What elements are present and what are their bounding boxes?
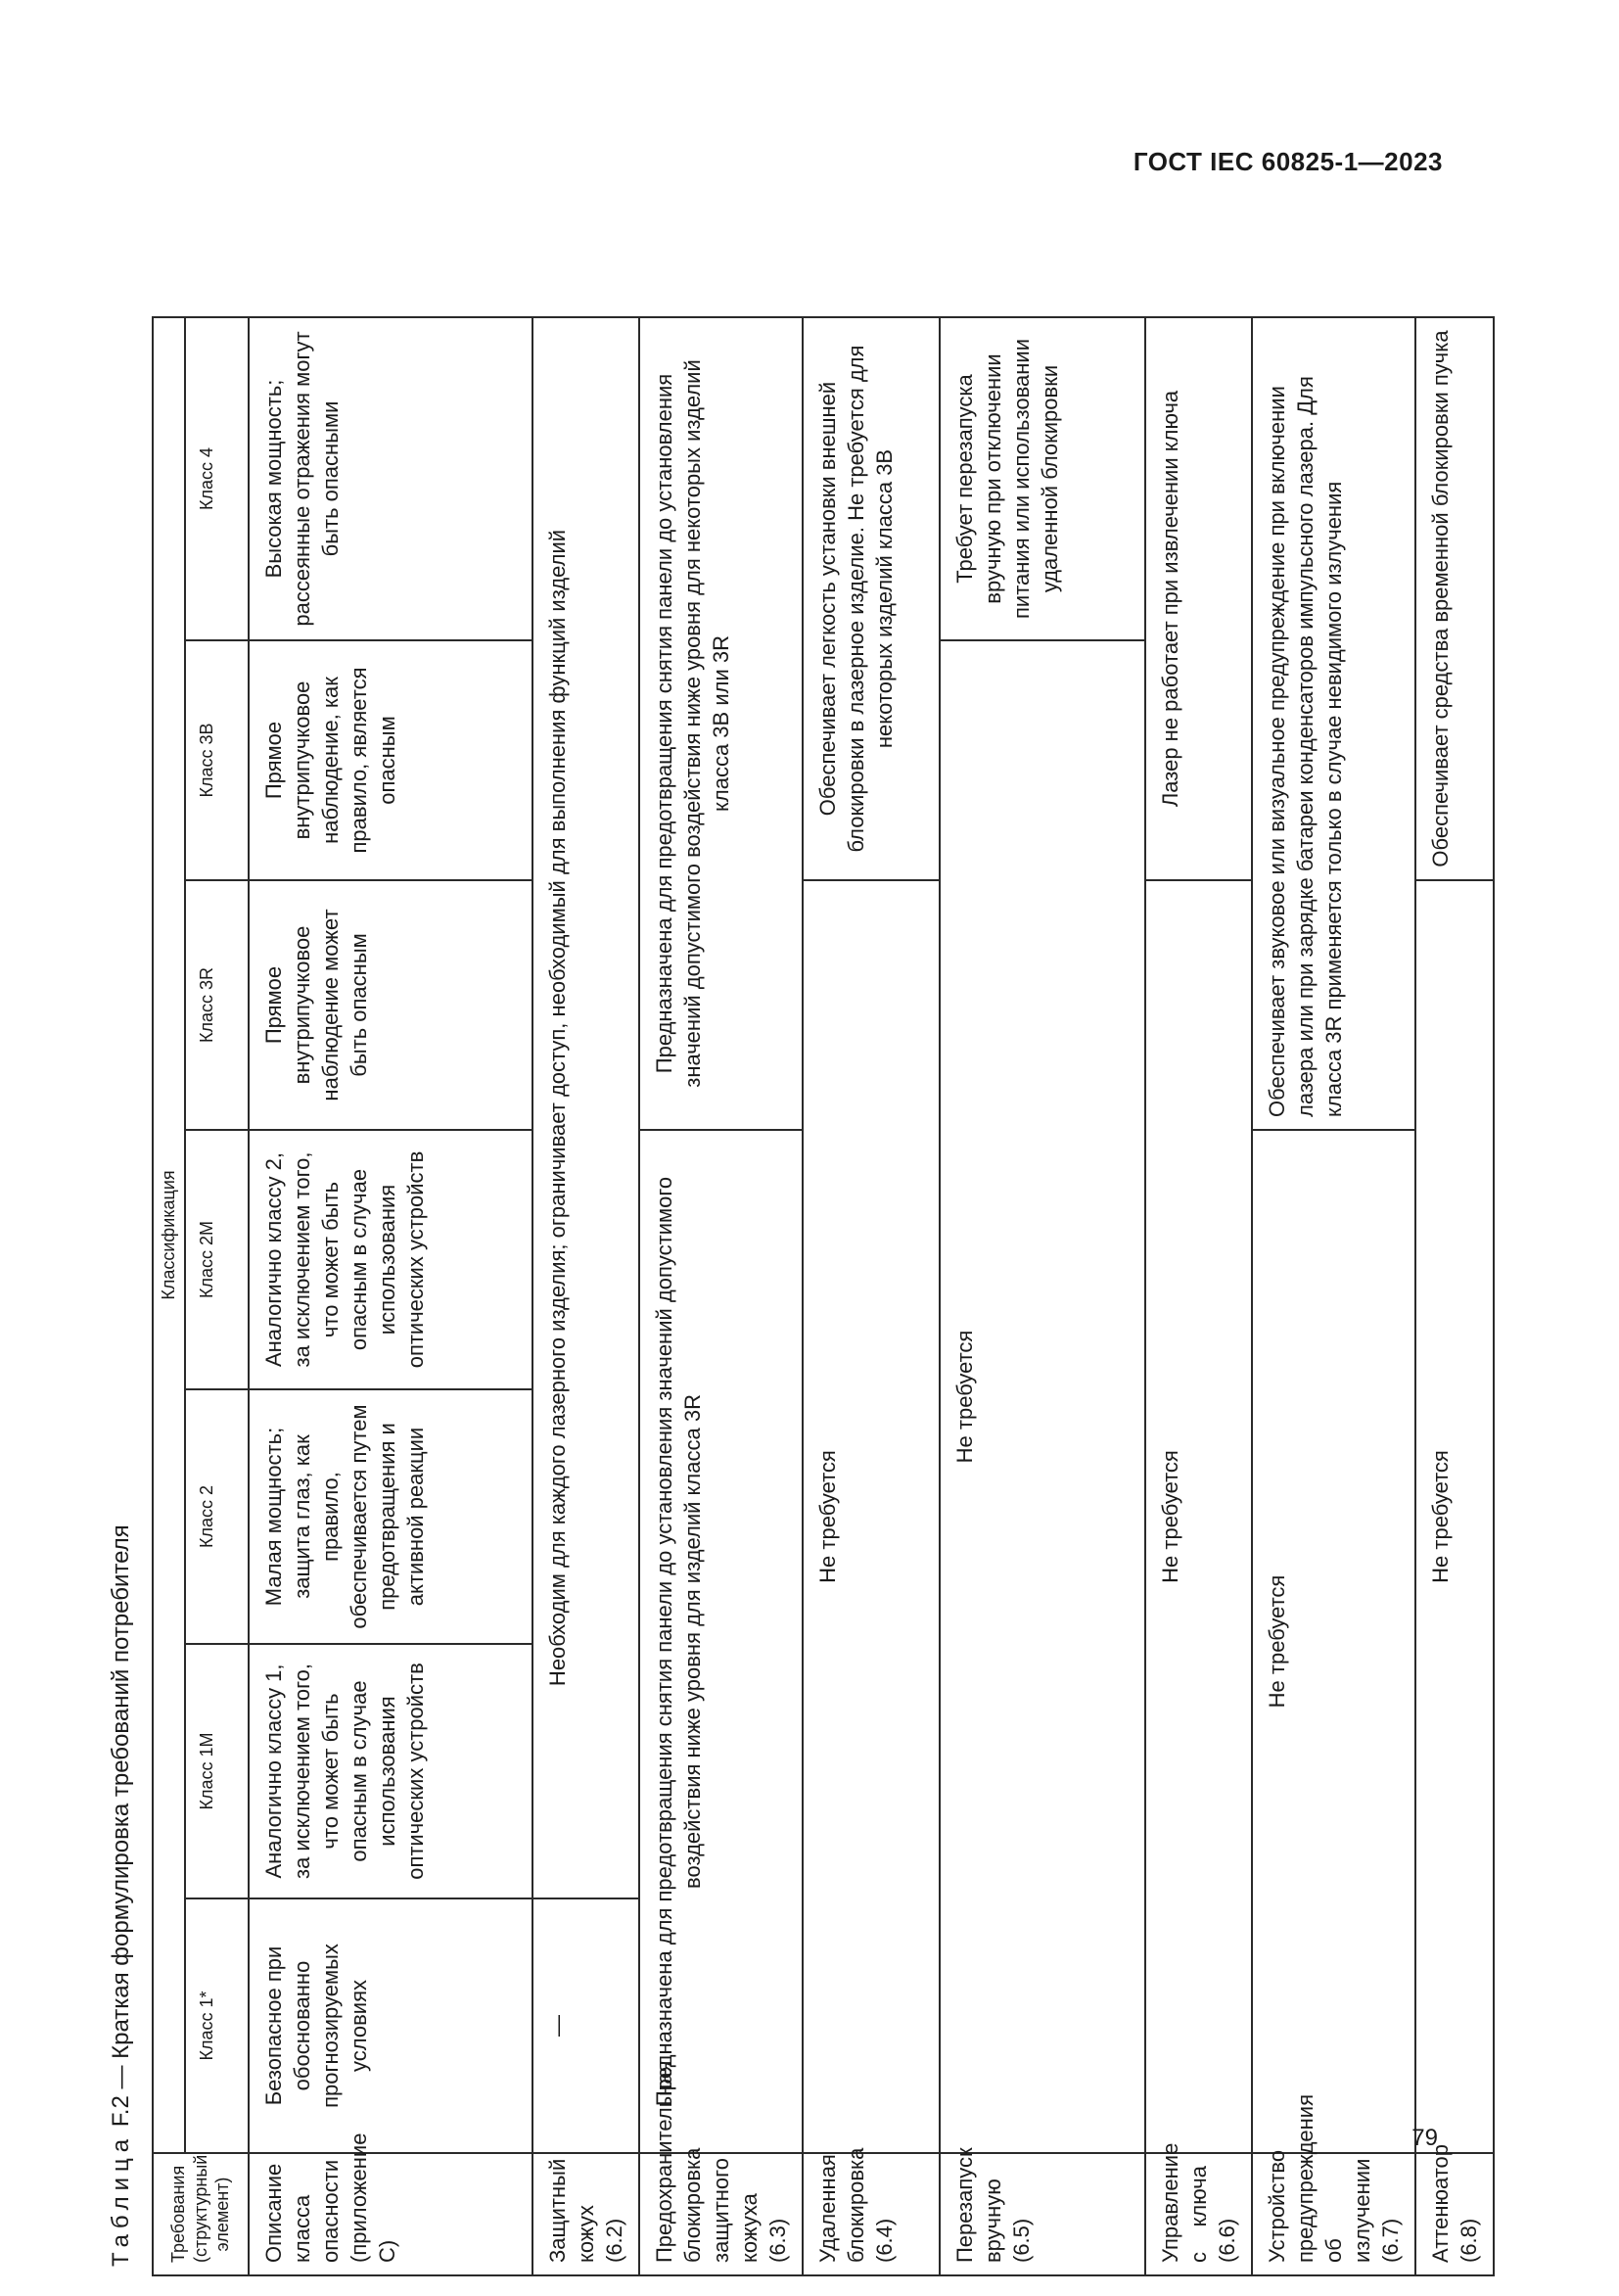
interlock-classes-3r-4: Предназначена для предотвращения снятия панели до установления значений допустимого воздействия ниже уровня для некоторых изделий класса 3B или 3R	[639, 317, 803, 1130]
row-label-remote-interlock: Удаленная блокировка (6.4)	[803, 2153, 940, 2275]
attenuator-classes-3b-4: Обеспечивает средства временной блокировки пучка	[1415, 317, 1494, 880]
row-label-key-control: Управление с ключа (6.6)	[1145, 2153, 1252, 2275]
manual-reset-classes-1-3b: Не требуется	[940, 640, 1145, 2153]
emission-warning-classes-1-2m: Не требуется	[1252, 1130, 1415, 2153]
housing-class-1: —	[532, 1898, 639, 2153]
class-header-4: Класс 4	[185, 317, 249, 640]
remote-interlock-classes-3b-4: Обеспечивает легкость установки внешней блокировки в лазерное изделие. Не требуется для некоторых изделий класса 3B	[803, 317, 940, 880]
row-label-manual-reset: Перезапуск вручную (6.5)	[940, 2153, 1145, 2275]
row-label-hazard: Описание класса опасности (приложение С)	[249, 2153, 532, 2275]
table-row	[1145, 317, 1252, 2275]
remote-interlock-classes-1-3r: Не требуется	[803, 880, 940, 2153]
manual-reset-class-4: Требует перезапуска вручную при отключении питания или использовании удаленной блокировки	[940, 317, 1145, 640]
class-header-2: Класс 2	[185, 1389, 249, 1644]
row-label-interlock: Предохранительная блокировка защитного кожуха (6.3)	[639, 2153, 803, 2275]
requirements-table	[152, 316, 1495, 2276]
requirements-header: Требования (структурный элемент)	[153, 2153, 249, 2275]
class-header-1: Класс 1*	[185, 1898, 249, 2153]
classification-header: Классификация	[153, 317, 185, 2153]
page-number: 79	[1411, 2125, 1438, 2151]
row-label-emission-warning: Устройство предупреждения об излучении (6.7)	[1252, 2153, 1415, 2275]
key-control-classes-3b-4: Лазер не работает при извлечении ключа	[1145, 317, 1252, 880]
row-label-attenuator: Аттенюатор (6.8)	[1415, 2153, 1494, 2275]
hazard-class-4: Высокая мощность; рассеянные отражения могут быть опасными	[249, 317, 532, 640]
interlock-classes-1-2m: Предназначена для предотвращения снятия панели до установления значений допустимого воздействия ниже уровня для изделий класса 3R	[639, 1130, 803, 2153]
table-row	[940, 317, 1145, 2275]
hazard-class-3r: Прямое внутрипучковое наблюдение может быть опасным	[249, 880, 532, 1130]
hazard-class-1: Безопасное при обоснованно прогнозируемых условиях	[249, 1898, 532, 2153]
table-row	[249, 317, 532, 2275]
class-header-3b: Класс 3B	[185, 640, 249, 880]
table-row	[803, 317, 940, 2275]
class-header-2m: Класс 2М	[185, 1130, 249, 1389]
attenuator-classes-1-3r: Не требуется	[1415, 880, 1494, 2153]
table-row	[639, 317, 803, 2275]
hazard-class-2: Малая мощность; защита глаз, как правило, обеспечивается путем предотвращения и активной реакции	[249, 1389, 532, 1644]
document-id: ГОСТ IEC 60825-1—2023	[1133, 147, 1443, 176]
hazard-class-2m: Аналогично классу 2, за исключением того, что может быть опасным в случае использования оптических устройств	[249, 1130, 532, 1389]
table-caption	[108, 1524, 135, 2267]
hazard-class-1m: Аналогично классу 1, за исключением того, что может быть опасным в случае использования оптических устройств	[249, 1644, 532, 1898]
row-label-housing: Защитный кожух (6.2)	[532, 2153, 639, 2275]
hazard-class-3b: Прямое внутрипучковое наблюдение, как правило, является опасным	[249, 640, 532, 880]
emission-warning-classes-3r-4: Обеспечивает звуковое или визуальное предупреждение при включении лазера или при зарядке батареи конденсаторов импульсного лазера. Для класса 3R применяется только в случае невидимого излучения	[1252, 317, 1415, 1130]
table-row	[532, 317, 639, 2275]
table-row	[1252, 317, 1415, 2275]
caption-text: F.2 — Краткая формулировка требований потребителя	[108, 1524, 134, 2128]
housing-other-classes: Необходим для каждого лазерного изделия; ограничивает доступ, необходимый для выполнения функций изделий	[532, 317, 639, 1898]
caption-prefix: Таблица	[108, 2132, 134, 2267]
class-header-3r: Класс 3R	[185, 880, 249, 1130]
table-row	[1415, 317, 1494, 2275]
class-header-1m: Класс 1М	[185, 1644, 249, 1898]
key-control-classes-1-3r: Не требуется	[1145, 880, 1252, 2153]
